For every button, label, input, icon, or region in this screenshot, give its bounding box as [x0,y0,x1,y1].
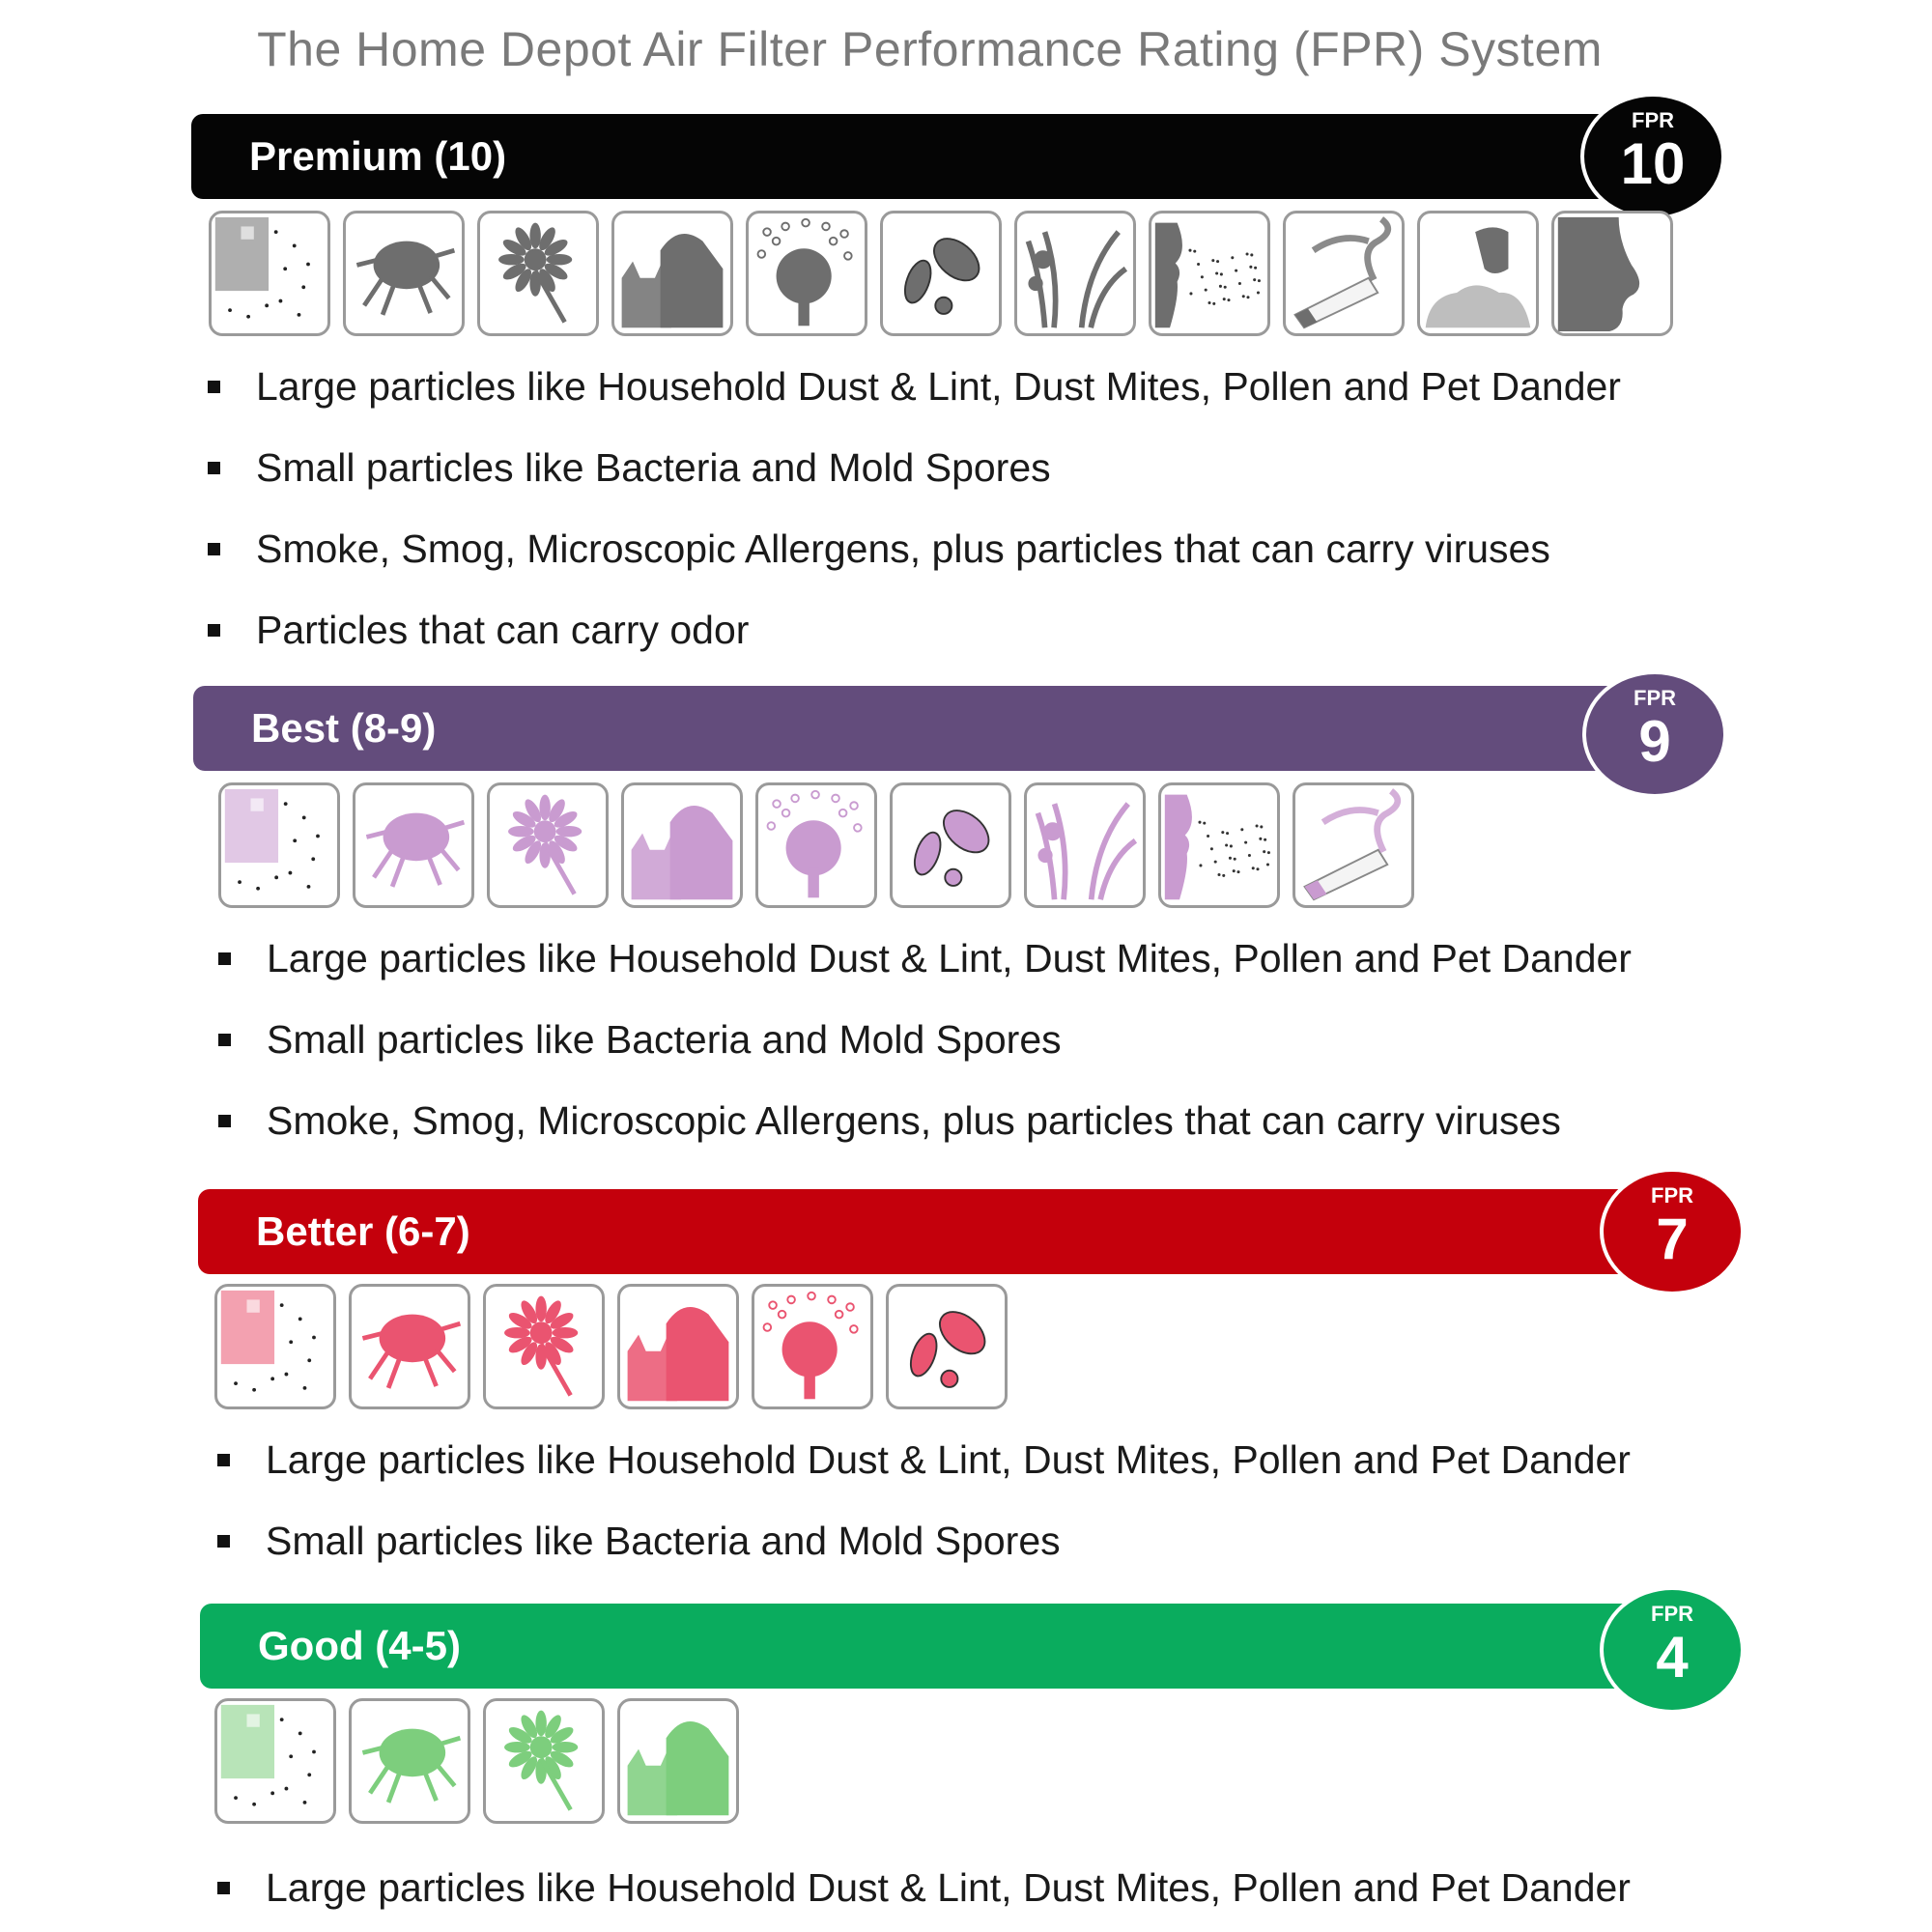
plants-icon [1024,782,1146,908]
particle-icons [214,1284,1020,1409]
fpr-badge-label: FPR [1632,108,1674,132]
tier-bar: Good (4-5) [200,1604,1717,1689]
tier-bar: Best (8-9) [193,686,1700,771]
particle-icons [218,782,1427,908]
bullet-text: Large particles like Household Dust & Lint, Dust Mites, Pollen and Pet Dander [256,364,1621,409]
odor-nose-icon [1551,211,1673,336]
bullet-list [217,1847,1631,1928]
pet-dander-icon [617,1284,739,1409]
bullet-item [217,1500,1631,1581]
smoke-icon [1293,782,1414,908]
fpr-badge-value: 10 [1620,131,1686,196]
bullet-text: Large particles like Household Dust & Lint, Dust Mites, Pollen and Pet Dander [266,1437,1631,1482]
pet-dander-icon [611,211,733,336]
bullet-text: Large particles like Household Dust & Lint, Dust Mites, Pollen and Pet Dander [266,1865,1631,1910]
dust-lint-icon [214,1698,336,1824]
bullet-item [217,1419,1631,1500]
dust-mite-icon [349,1284,470,1409]
fpr-badge-value: 4 [1656,1625,1689,1690]
fpr-badge [1582,670,1727,798]
bullet-item [208,427,1621,508]
bullet-text: Large particles like Household Dust & Lint, Dust Mites, Pollen and Pet Dander [267,936,1632,980]
fpr-badge [1600,1168,1745,1295]
fpr-badge-label: FPR [1634,686,1676,710]
bacteria-icon [752,1284,873,1409]
sneeze-icon [1158,782,1280,908]
mold-spores-icon [890,782,1011,908]
bullet-text: Particles that can carry odor [256,608,750,652]
bacteria-icon [755,782,877,908]
mold-spores-icon [886,1284,1008,1409]
fpr-badge-label: FPR [1651,1602,1693,1626]
fpr-badge-label: FPR [1651,1183,1693,1208]
dust-lint-icon [218,782,340,908]
particle-icons [214,1698,752,1824]
plants-icon [1014,211,1136,336]
bullet-item [217,1847,1631,1928]
bullet-item [218,1080,1632,1161]
bullet-text: Smoke, Smog, Microscopic Allergens, plus particles that can carry viruses [267,1098,1561,1143]
smog-icon [1417,211,1539,336]
page-title: The Home Depot Air Filter Performance Rating (FPR) System [257,22,1603,76]
bullet-list [217,1419,1631,1581]
tier-bar: Better (6-7) [198,1189,1717,1274]
dust-lint-icon [214,1284,336,1409]
fpr-badge-value: 9 [1638,709,1671,774]
bullet-item [208,346,1621,427]
smoke-icon [1283,211,1405,336]
particle-icons [209,211,1686,336]
pollen-flower-icon [477,211,599,336]
pollen-flower-icon [483,1698,605,1824]
fpr-badge [1600,1586,1745,1714]
pet-dander-icon [621,782,743,908]
bullet-list [208,346,1621,670]
bullet-text: Small particles like Bacteria and Mold Spores [256,445,1051,490]
dust-mite-icon [343,211,465,336]
tier-bar: Premium (10) [191,114,1698,199]
bullet-text: Small particles like Bacteria and Mold Spores [266,1519,1061,1563]
pollen-flower-icon [483,1284,605,1409]
bacteria-icon [746,211,867,336]
pollen-flower-icon [487,782,609,908]
bullet-item [208,589,1621,670]
dust-lint-icon [209,211,330,336]
mold-spores-icon [880,211,1002,336]
bullet-item [218,918,1632,999]
bullet-item [208,508,1621,589]
pet-dander-icon [617,1698,739,1824]
bullet-item [218,999,1632,1080]
sneeze-icon [1149,211,1270,336]
fpr-badge [1580,93,1725,220]
bullet-text: Smoke, Smog, Microscopic Allergens, plus particles that can carry viruses [256,526,1550,571]
dust-mite-icon [349,1698,470,1824]
dust-mite-icon [353,782,474,908]
fpr-badge-value: 7 [1656,1207,1689,1271]
bullet-text: Small particles like Bacteria and Mold Spores [267,1017,1062,1062]
bullet-list [218,918,1632,1161]
